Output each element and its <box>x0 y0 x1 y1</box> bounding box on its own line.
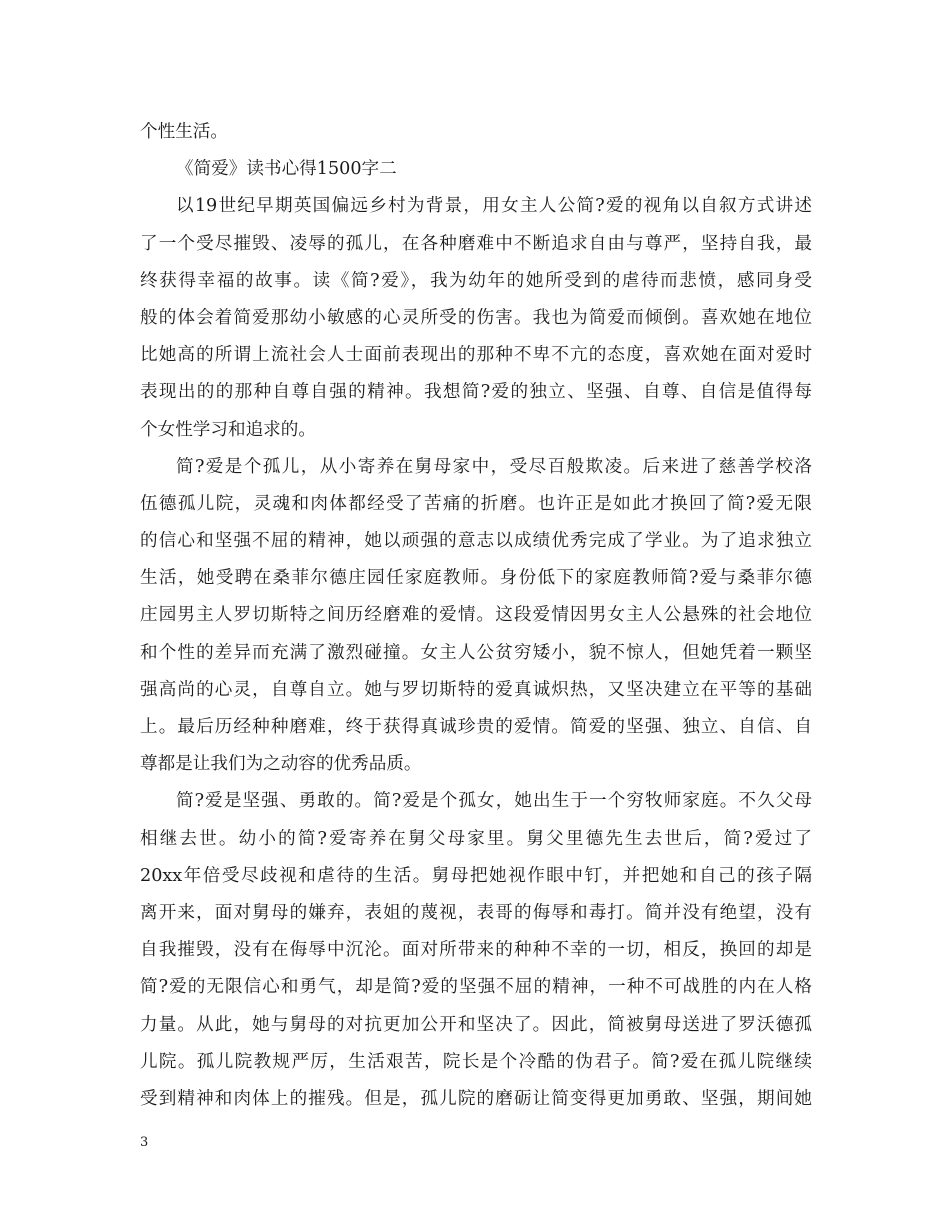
text-line: 自我摧毁，没有在侮辱中沉沦。面对所带来的种种不幸的一切，相反，换回的却是 <box>140 940 812 961</box>
text-line: 的信心和坚强不屈的精神，她以顽强的意志以成绩优秀完成了学业。为了追求独立 <box>140 531 812 552</box>
text-line: 离开来，面对舅母的嫌弃，表姐的蔑视，表哥的侮辱和毒打。简并没有绝望，没有 <box>140 902 812 923</box>
text-line: 个女性学习和追求的。 <box>140 419 316 440</box>
document-body <box>140 114 812 1118</box>
text-line: 简?爱的无限信心和勇气，却是简?爱的坚强不屈的精神，一种不可战胜的内在人格 <box>140 977 812 998</box>
text-line: 和个性的差异而充满了激烈碰撞。女主人公贫穷矮小，貌不惊人，但她凭着一颗坚 <box>140 642 812 663</box>
page-number: 3 <box>140 1135 149 1150</box>
text-line: 简?爱是个孤儿，从小寄养在舅母家中，受尽百般欺凌。后来进了慈善学校洛 <box>176 456 812 477</box>
text-line: 生活，她受聘在桑菲尔德庄园任家庭教师。身份低下的家庭教师简?爱与桑菲尔德 <box>140 568 812 589</box>
text-line: 表现出的的那种自尊自强的精神。我想简?爱的独立、坚强、自尊、自信是值得每 <box>140 382 812 403</box>
text-line: 20xx年倍受尽歧视和虐待的生活。舅母把她视作眼中钉，并把她和自己的孩子隔 <box>140 865 812 886</box>
text-line: 终获得幸福的故事。读《简?爱》，我为幼年的她所受到的虐待而悲愤，感同身受 <box>140 270 812 291</box>
text-line: 以19世纪早期英国偏远乡村为背景，用女主人公简?爱的视角以自叙方式讲述 <box>176 196 812 217</box>
text-line: 上。最后历经种种磨难，终于获得真诚珍贵的爱情。简爱的坚强、独立、自信、自 <box>140 717 812 737</box>
text-line: 般的体会着简爱那幼小敏感的心灵所受的伤害。我也为简爱而倾倒。喜欢她在地位 <box>140 307 812 328</box>
text-line: 伍德孤儿院，灵魂和肉体都经受了苦痛的折磨。也许正是如此才换回了简?爱无限 <box>140 493 812 514</box>
text-line: 儿院。孤儿院教规严厉，生活艰苦，院长是个冷酷的伪君子。简?爱在孤儿院继续 <box>140 1051 812 1072</box>
text-line: 了一个受尽摧毁、凌辱的孤儿，在各种磨难中不断追求自由与尊严，坚持自我，最 <box>140 233 812 254</box>
section-heading: 《简爱》读书心得1500字二 <box>176 159 397 180</box>
text-line: 受到精神和肉体上的摧残。但是，孤儿院的磨砺让简变得更加勇敢、坚强，期间她 <box>140 1088 812 1109</box>
text-line: 个性生活。 <box>140 122 228 142</box>
text-line: 强高尚的心灵，自尊自立。她与罗切斯特的爱真诚炽热，又坚决建立在平等的基础 <box>140 679 812 700</box>
text-line: 比她高的所谓上流社会人士面前表现出的那种不卑不亢的态度，喜欢她在面对爱时 <box>140 345 812 366</box>
text-line: 力量。从此，她与舅母的对抗更加公开和坚决了。因此，简被舅母送进了罗沃德孤 <box>140 1014 812 1035</box>
text-line: 相继去世。幼小的简?爱寄养在舅父母家里。舅父里德先生去世后，简?爱过了 <box>140 828 812 849</box>
text-line: 尊都是让我们为之动容的优秀品质。 <box>140 754 422 775</box>
text-line: 简?爱是坚强、勇敢的。简?爱是个孤女，她出生于一个穷牧师家庭。不久父母 <box>176 791 812 812</box>
text-line: 庄园男主人罗切斯特之间历经磨难的爱情。这段爱情因男女主人公悬殊的社会地位 <box>140 605 812 626</box>
